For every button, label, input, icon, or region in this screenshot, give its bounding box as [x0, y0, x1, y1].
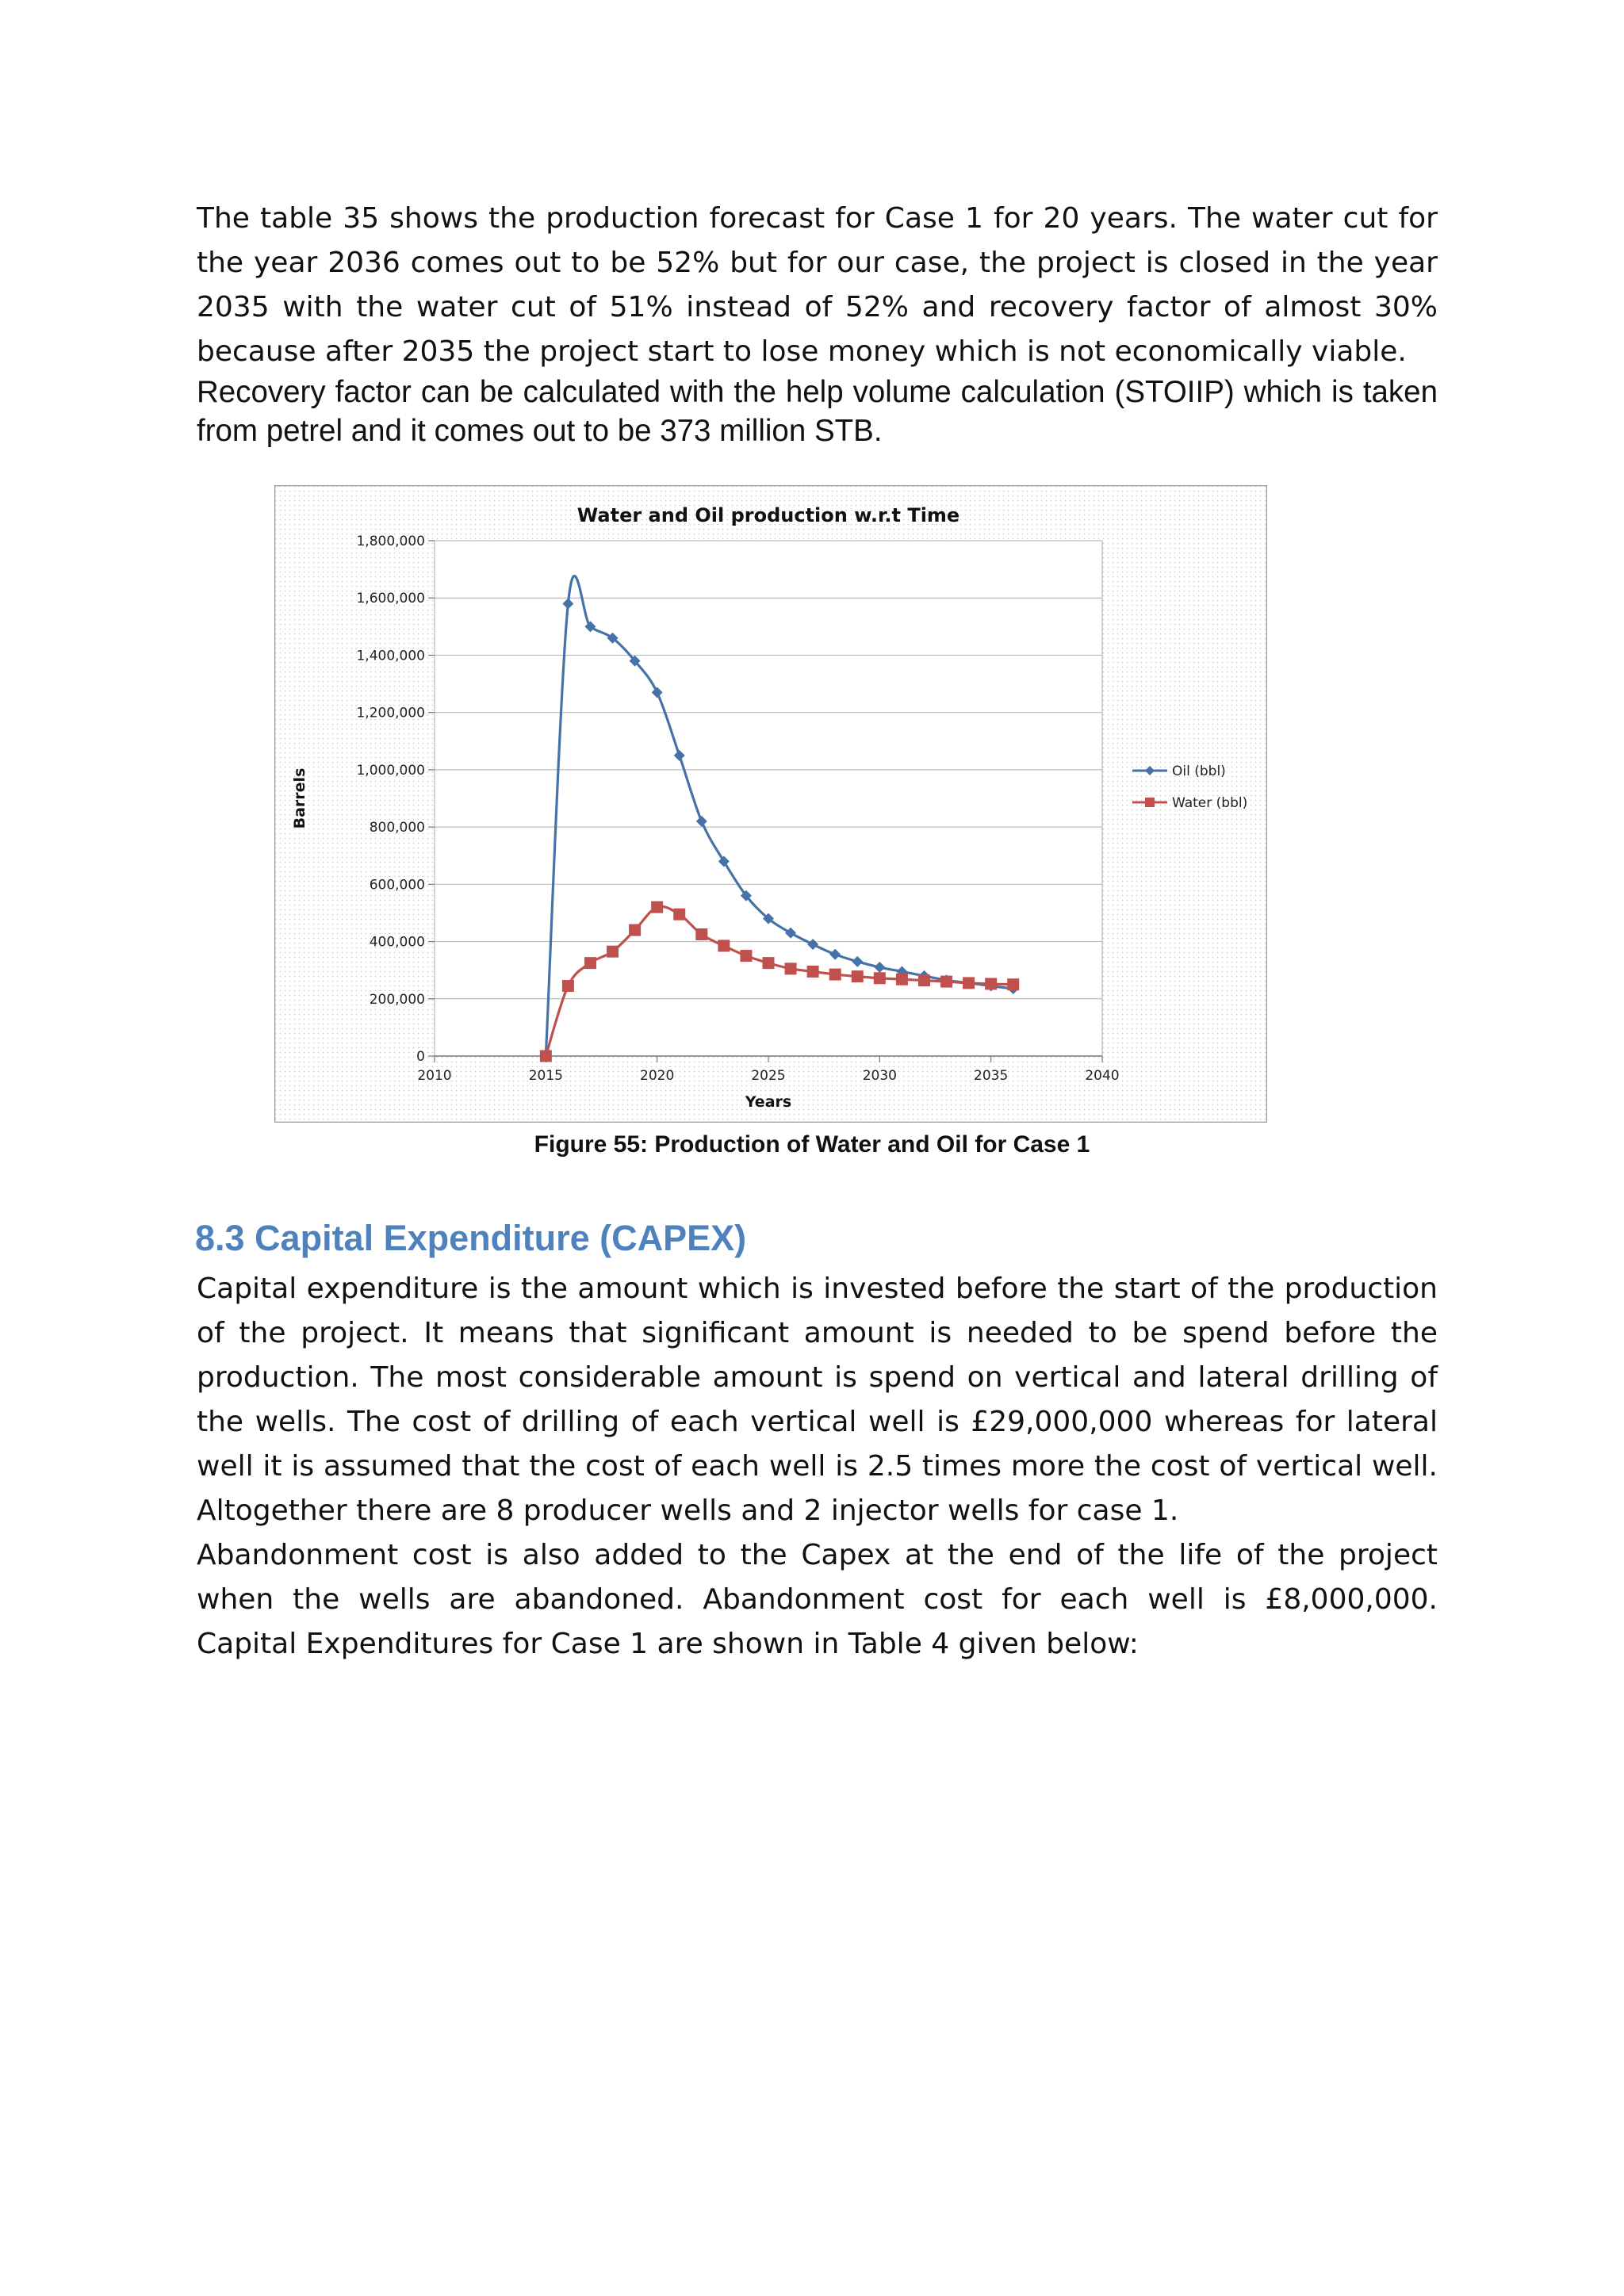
water-data-point [918, 974, 930, 986]
water-data-point [1007, 978, 1019, 990]
production-chart [274, 485, 1267, 1123]
paragraph-recovery-factor: Recovery factor can be calculated with the help volume calculation (STOIIP) which is taken from petrel and it comes out to be 373 million STB. [197, 375, 1438, 448]
y-tick-label: 1,400,000 [356, 648, 425, 664]
water-data-point [607, 946, 619, 958]
y-tick-label: 1,600,000 [356, 591, 425, 607]
figure-caption: Figure 55: Production of Water and Oil for Case 1 [534, 1131, 1090, 1158]
y-tick-label: 400,000 [369, 934, 425, 951]
y-axis-label: Barrels [291, 767, 308, 829]
y-tick-label: 0 [416, 1049, 425, 1065]
x-tick-label: 2035 [974, 1068, 1009, 1084]
y-tick-label: 1,000,000 [356, 762, 425, 779]
section-heading: 8.3 Capital Expenditure (CAPEX) [195, 1218, 747, 1258]
y-tick-label: 600,000 [369, 877, 425, 894]
water-data-point [852, 970, 864, 982]
x-tick-label: 2020 [640, 1068, 675, 1084]
water-data-point [785, 962, 797, 974]
x-tick-label: 2010 [417, 1068, 452, 1084]
legend-label-water: Water (bbl) [1172, 795, 1248, 811]
water-data-point [584, 957, 596, 969]
water-data-point [874, 972, 886, 984]
x-axis-label: Years [745, 1093, 792, 1111]
y-tick-label: 200,000 [369, 991, 425, 1008]
y-tick-label: 1,800,000 [356, 534, 425, 549]
water-data-point [673, 909, 685, 920]
chart-title: Water and Oil production w.r.t Time [576, 504, 960, 526]
y-tick-label: 800,000 [369, 820, 425, 836]
y-tick-label: 1,200,000 [356, 705, 425, 721]
x-tick-label: 2025 [751, 1068, 786, 1084]
x-tick-label: 2015 [528, 1068, 563, 1084]
water-data-point [629, 924, 641, 936]
water-data-point [718, 939, 730, 951]
paragraph-capex-definition: Capital expenditure is the amount which is invested before the start of the production of the project. It means that significant amount is needed to be spend before the production. The most considerable amount is spend on vertical and lateral drilling of the wells. The cost of drilling of each vertical well is £29,000,000 whereas for lateral well it is assumed that the cost of each well is 2.5 times more the cost of vertical well. Altogether there are 8 producer wells and 2 injector wells for case 1. [197, 1272, 1438, 1527]
x-tick-label: 2040 [1085, 1068, 1120, 1084]
water-data-point [896, 974, 908, 985]
water-data-point [829, 969, 841, 981]
water-data-point [807, 966, 819, 978]
x-tick-label: 2030 [862, 1068, 897, 1084]
water-data-point [740, 950, 752, 962]
water-data-point [695, 928, 707, 940]
water-data-point [562, 980, 574, 992]
legend-label-oil: Oil (bbl) [1172, 763, 1226, 779]
water-data-point [940, 976, 952, 988]
paragraph-production-forecast: The table 35 shows the production forecast for Case 1 for 20 years. The water cut for the year 2036 comes out to be 52% but for our case, the project is closed in the year 2035 with the water cut of 51% instead of 52% and recovery factor of almost 30% because after 2035 the project start to lose money which is not economically viable. [197, 202, 1438, 368]
water-data-point [985, 978, 997, 990]
water-data-point [963, 977, 975, 989]
water-data-point [763, 957, 775, 969]
plot-area [435, 541, 1102, 1056]
water-data-point [651, 901, 663, 913]
paragraph-abandonment-cost: Abandonment cost is also added to the Capex at the end of the life of the project when the wells are abandoned. Abandonment cost for each well is £8,000,000. Capital Expenditures for Case 1 are shown in Table 4 given below: [197, 1539, 1438, 1660]
legend-marker-water [1145, 798, 1155, 807]
water-data-point [540, 1050, 552, 1062]
